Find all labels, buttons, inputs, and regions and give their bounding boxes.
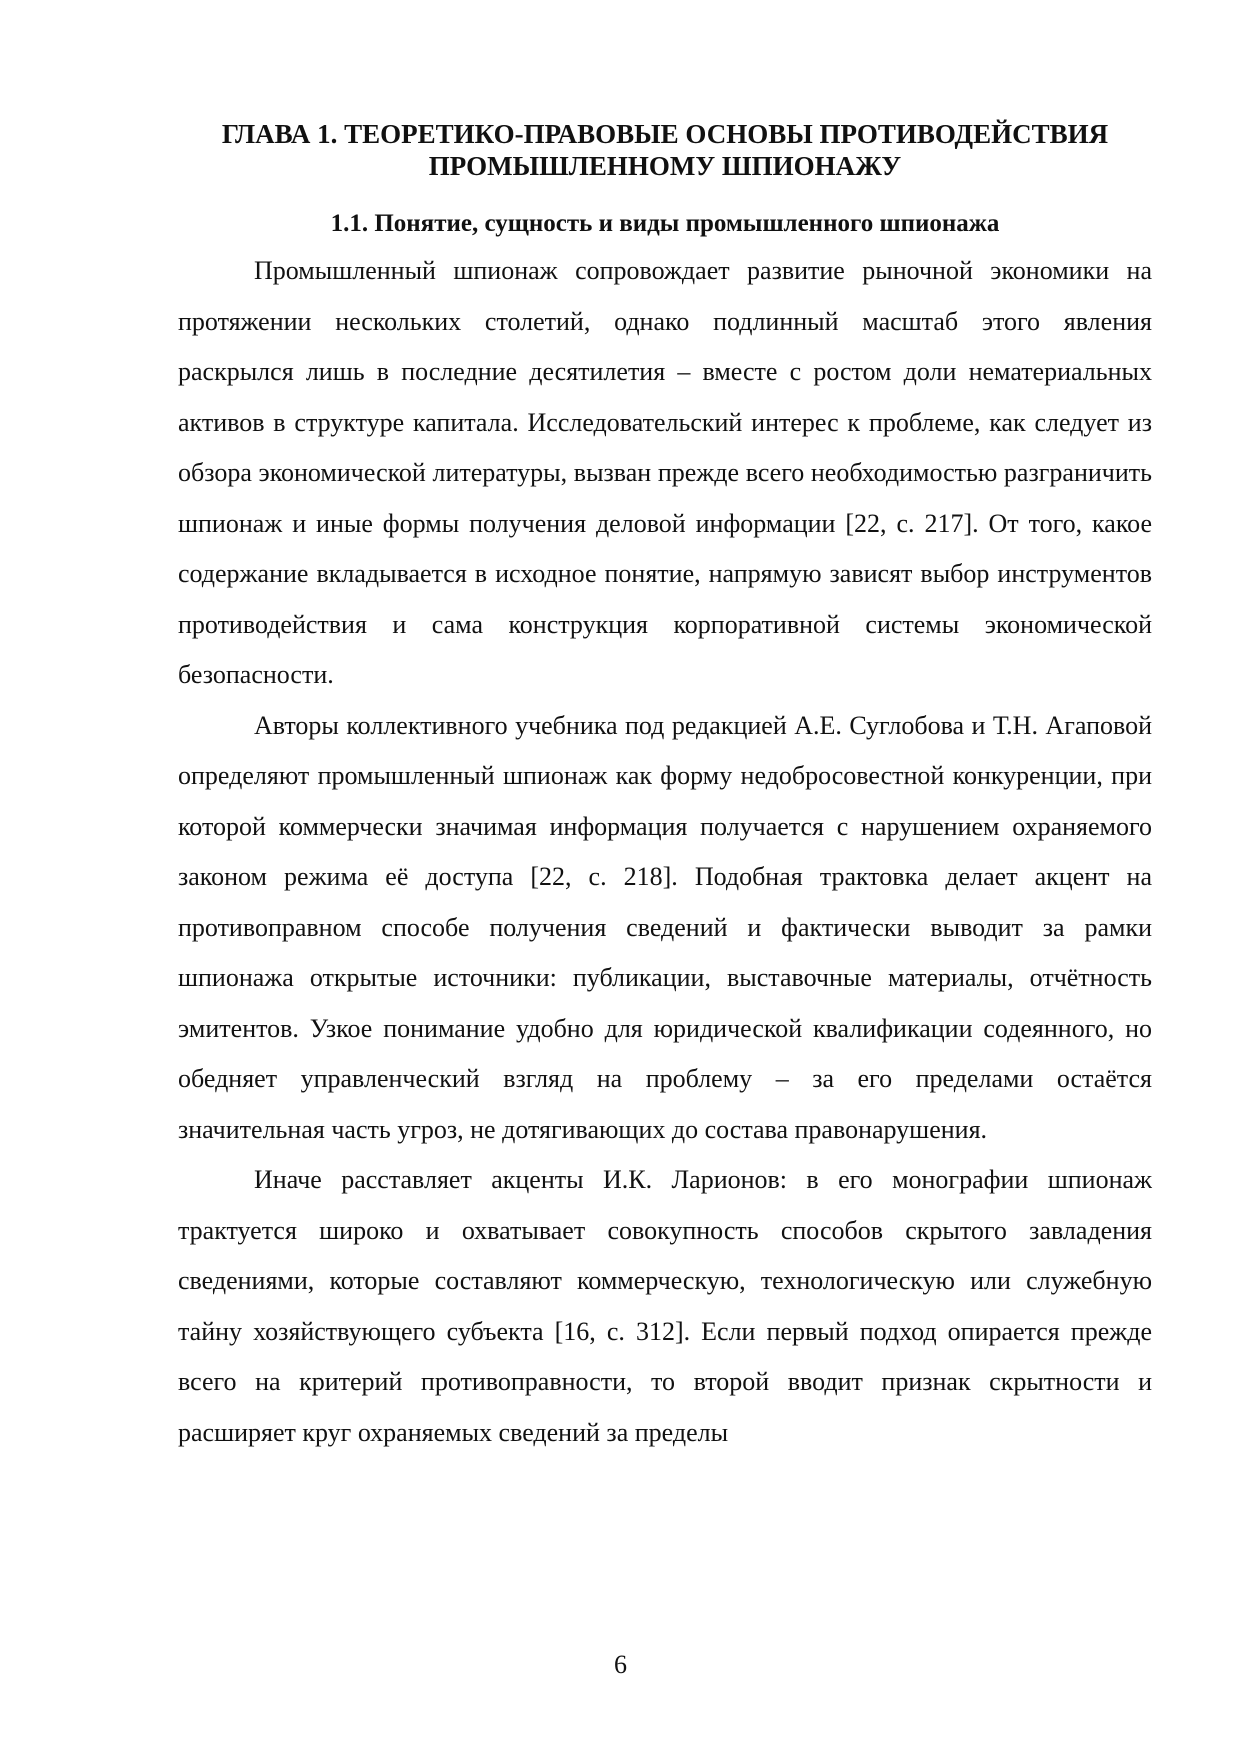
paragraph-2: Авторы коллективного учебника под редакцией А.Е. Суглобова и Т.Н. Агаповой определяют промышленный шпионаж как форму недобросовестной конкуренции, при которой коммерчески значимая информация получается с нарушением охраняемого законом режима её доступа [22, с. 218]. Подобная трактовка делает акцент на противоправном способе получения сведений и фактически выводит за рамки шпионажа открытые источники: публикации, выставочные материалы, отчётность эмитентов. Узкое понимание удобно для юридической квалификации содеянного, но обедняет управленческий взгляд на проблему – за его пределами остаётся значительная часть угроз, не дотягивающих до состава правонарушения.	[178, 710, 1152, 1144]
body-text	[178, 246, 1152, 1458]
page-content	[178, 118, 1152, 1458]
chapter-title: ГЛАВА 1. ТЕОРЕТИКО-ПРАВОВЫЕ ОСНОВЫ ПРОТИВОДЕЙСТВИЯ ПРОМЫШЛЕННОМУ ШПИОНАЖУ	[221, 119, 1109, 181]
paragraph-3: Иначе расставляет акценты И.К. Ларионов: в его монографии шпионаж трактуется широко и охватывает совокупность способов скрытого завладения сведениями, которые составляют коммерческую, технологическую или служебную тайну хозяйствующего субъекта [16, с. 312]. Если первый подход опирается прежде всего на критерий противоправности, то второй вводит признак скрытности и расширяет круг охраняемых сведений за пределы	[178, 1165, 1152, 1447]
page-number: 6	[614, 1650, 627, 1679]
section-title: 1.1. Понятие, сущность и виды промышленного шпионажа	[330, 210, 1000, 237]
paragraph-1: Промышленный шпионаж сопровождает развитие рыночной экономики на протяжении нескольких столетий, однако подлинный масштаб этого явления раскрылся лишь в последние десятилетия – вместе с ростом доли нематериальных активов в структуре капитала. Исследовательский интерес к проблеме, как следует из обзора экономической литературы, вызван прежде всего необходимостью разграничить шпионаж и иные формы получения деловой информации [22, с. 217]. От того, какое содержание вкладывается в исходное понятие, напрямую зависят выбор инструментов противодействия и сама конструкция корпоративной системы экономической безопасности.	[178, 256, 1152, 689]
